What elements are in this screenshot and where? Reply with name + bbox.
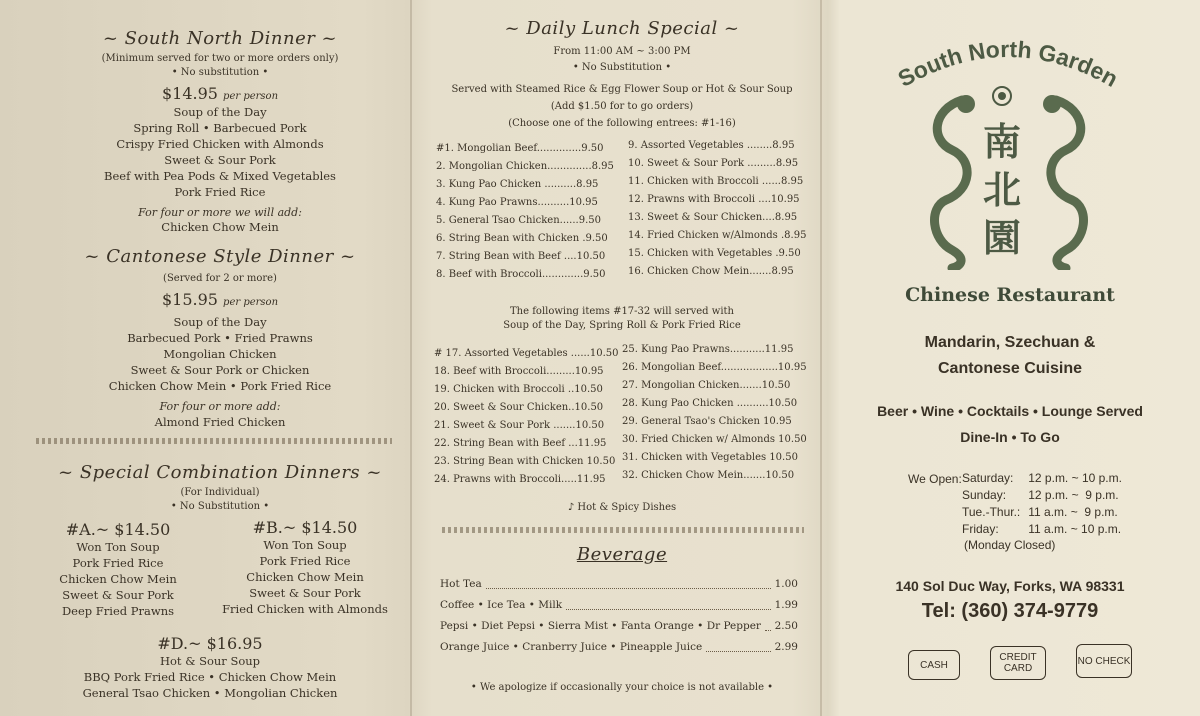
lunch-item: 30. Fried Chicken w/ Almonds 10.50 <box>622 434 807 445</box>
credit-card-badge: CREDIT CARD <box>990 646 1046 680</box>
combo-b-items <box>220 537 390 617</box>
menu-item: Won Ton Soup <box>76 540 160 554</box>
beverage-price: 1.99 <box>774 599 798 611</box>
menu-item: Barbecued Pork • Fried Prawns <box>127 331 313 345</box>
beverage-name: Pepsi • Diet Pepsi • Sierra Mist • Fanta Orange • Dr Pepper <box>440 620 761 632</box>
combo-a <box>38 520 198 619</box>
menu-item: Sweet & Sour Pork <box>164 153 276 167</box>
menu-item: Beef with Pea Pods & Mixed Vegetables <box>104 169 336 183</box>
combo-b-name: #B.~ $14.50 <box>252 518 358 537</box>
chinese-char: 南 <box>982 120 1021 164</box>
restaurant-subtitle: Chinese Restaurant <box>905 284 1115 306</box>
sn-price-line <box>0 84 440 103</box>
sc-note: (For Individual) <box>180 487 260 498</box>
menu-item: Pork Fried Rice <box>259 554 351 568</box>
combo-d <box>60 634 360 701</box>
lunch-served: Served with Steamed Rice & Egg Flower Soup or Hot & Sour Soup <box>451 84 793 95</box>
apology: • We apologize if occasionally your choice is not available • <box>470 682 774 693</box>
closed-note: (Monday Closed) <box>964 538 1056 552</box>
lunch-item: 12. Prawns with Broccoli ....10.95 <box>628 194 800 205</box>
sn-price: $14.95 <box>161 84 218 103</box>
beverage-price: 2.99 <box>774 641 798 653</box>
menu-item: BBQ Pork Fried Rice • Chicken Chow Mein <box>83 670 337 684</box>
cantonese-dinner-title: ~ Cantonese Style Dinner ~ <box>84 246 356 267</box>
lunch-item: 32. Chicken Chow Mein.......10.50 <box>622 470 795 481</box>
pepper-icon: ♪ <box>567 502 578 513</box>
lunch-list-1-right <box>628 137 818 281</box>
hours-row <box>958 504 1126 521</box>
address: 140 Sol Duc Way, Forks, WA 98331 <box>895 578 1125 594</box>
south-north-dinner-title: ~ South North Dinner ~ <box>102 28 338 49</box>
lunch-choose: (Choose one of the following entrees: #1-16) <box>508 118 736 129</box>
beverage-row <box>440 574 798 595</box>
lunch-item: 22. String Bean with Beef ...11.95 <box>434 438 607 449</box>
menu-item: Pork Fried Rice <box>174 185 266 199</box>
beverage-price: 2.50 <box>774 620 798 632</box>
sc-nosub: • No Substitution • <box>170 501 270 512</box>
lunch-item: 26. Mongolian Beef..................10.95 <box>622 362 807 373</box>
lunch-item: 18. Beef with Broccoli.........10.95 <box>434 366 604 377</box>
menu-item: Sweet & Sour Pork <box>249 586 361 600</box>
lunch-item: 13. Sweet & Sour Chicken....8.95 <box>628 212 798 223</box>
lunch-list-2-right <box>622 341 818 485</box>
chinese-char: 園 <box>982 216 1021 260</box>
menu-item: Pork Fried Rice <box>72 556 164 570</box>
following-1: The following items #17-32 will served with <box>510 306 734 317</box>
combo-b <box>220 518 390 617</box>
hours-day: Friday: <box>962 522 999 536</box>
combo-d-items <box>60 653 360 701</box>
lunch-item: 5. General Tsao Chicken......9.50 <box>436 215 601 226</box>
sn-per: per person <box>223 91 279 102</box>
hours-time: 12 p.m. ~ 9 p.m. <box>1028 488 1119 502</box>
menu-item: Chicken Chow Mein • Pork Fried Rice <box>108 379 332 393</box>
combo-a-items <box>38 539 198 619</box>
lunch-item: 6. String Bean with Chicken .9.50 <box>436 233 608 244</box>
beverage-name: Hot Tea <box>440 578 482 590</box>
menu-item: Soup of the Day <box>173 105 267 119</box>
hours-row <box>958 470 1126 487</box>
right-dragon-icon <box>1028 90 1096 270</box>
menu-item: Spring Roll • Barbecued Pork <box>133 121 307 135</box>
divider <box>442 527 804 533</box>
ct-price-line <box>0 290 440 309</box>
cuisine-line-1: Mandarin, Szechuan & <box>924 334 1096 351</box>
menu-item: Sweet & Sour Pork <box>62 588 174 602</box>
services-line-2: Dine-In • To Go <box>960 429 1060 445</box>
lunch-item: 27. Mongolian Chicken.......10.50 <box>622 380 791 391</box>
menu-item: Soup of the Day <box>173 315 267 329</box>
dinner-panel <box>0 0 410 716</box>
lunch-item: 19. Chicken with Broccoli ..10.50 <box>434 384 603 395</box>
lunch-item: 23. String Bean with Chicken 10.50 <box>434 456 616 467</box>
ct-per: per person <box>223 297 279 308</box>
services-line-1: Beer • Wine • Cocktails • Lounge Served <box>877 403 1143 419</box>
leader-dots <box>706 637 770 652</box>
lunch-item: 4. Kung Pao Prawns..........10.95 <box>436 197 598 208</box>
chinese-char: 北 <box>982 168 1021 212</box>
lunch-item: 28. Kung Pao Chicken ..........10.50 <box>622 398 798 409</box>
beverage-list <box>440 574 798 658</box>
lunch-panel <box>412 0 820 716</box>
lunch-item: 9. Assorted Vegetables ........8.95 <box>628 140 795 151</box>
lunch-item: 31. Chicken with Vegetables 10.50 <box>622 452 798 463</box>
hours-table <box>958 470 1126 538</box>
combo-a-name: #A.~ $14.50 <box>65 520 171 539</box>
leader-dots <box>486 574 771 589</box>
lunch-item: 25. Kung Pao Prawns...........11.95 <box>622 344 794 355</box>
lunch-item: 15. Chicken with Vegetables .9.50 <box>628 248 801 259</box>
hot-note-text: Hot & Spicy Dishes <box>577 502 677 513</box>
menu-item: Crispy Fried Chicken with Almonds <box>116 137 324 151</box>
beverage-title: Beverage <box>576 544 668 565</box>
menu-item: Won Ton Soup <box>263 538 347 552</box>
cuisine-line-2: Cantonese Cuisine <box>937 360 1083 377</box>
lunch-time: From 11:00 AM ~ 3:00 PM <box>553 46 691 57</box>
sn-note: (Minimum served for two or more orders only) <box>101 53 339 64</box>
lunch-item: 7. String Bean with Beef ....10.50 <box>436 251 606 262</box>
lunch-item: 29. General Tsao's Chicken 10.95 <box>622 416 792 427</box>
hours-day: Sunday: <box>962 488 1007 502</box>
combination-title: ~ Special Combination Dinners ~ <box>58 462 382 483</box>
ct-add: For four or more add: <box>159 400 281 413</box>
menu-item: Hot & Sour Soup <box>159 654 261 668</box>
ct-price: $15.95 <box>161 290 218 309</box>
we-open-label: We Open: <box>908 472 962 486</box>
ct-items <box>0 314 440 394</box>
menu-item: Sweet & Sour Pork or Chicken <box>130 363 310 377</box>
beverage-name: Orange Juice • Cranberry Juice • Pineapple Juice <box>440 641 703 653</box>
menu-item: Chicken Chow Mein <box>246 570 364 584</box>
menu-item: Deep Fried Prawns <box>61 604 175 618</box>
sn-add-item: Chicken Chow Mein <box>161 220 279 234</box>
beverage-row <box>440 637 798 658</box>
hours-time: 11 a.m. ~ 9 p.m. <box>1028 505 1118 519</box>
lunch-item: #1. Mongolian Beef..............9.50 <box>436 143 604 154</box>
telephone: Tel: (360) 374-9779 <box>921 600 1099 622</box>
lunch-item: # 17. Assorted Vegetables ......10.50 <box>434 348 619 359</box>
hours-day: Saturday: <box>962 471 1014 485</box>
ct-add-item: Almond Fried Chicken <box>154 415 286 429</box>
chinese-name <box>977 118 1027 262</box>
lunch-item: 2. Mongolian Chicken..............8.95 <box>436 161 614 172</box>
divider <box>36 438 392 444</box>
lunch-nosub: • No Substitution • <box>572 62 672 73</box>
beverage-price: 1.00 <box>774 578 798 590</box>
beverage-row <box>440 616 798 637</box>
hours-time: 11 a.m. ~ 10 p.m. <box>1028 522 1122 536</box>
menu-item: Fried Chicken with Almonds <box>222 602 388 616</box>
sn-nosub: • No substitution • <box>171 67 269 78</box>
hours-time: 12 p.m. ~ 10 p.m. <box>1028 471 1122 485</box>
menu-item: Chicken Chow Mein <box>59 572 177 586</box>
lunch-item: 11. Chicken with Broccoli ......8.95 <box>628 176 804 187</box>
lunch-item: 10. Sweet & Sour Pork .........8.95 <box>628 158 799 169</box>
menu-item: General Tsao Chicken • Mongolian Chicken <box>82 686 338 700</box>
lunch-item: 20. Sweet & Sour Chicken..10.50 <box>434 402 604 413</box>
no-check-badge: NO CHECK <box>1076 644 1132 678</box>
lunch-add: (Add $1.50 for to go orders) <box>550 101 694 112</box>
lunch-title: ~ Daily Lunch Special ~ <box>504 18 740 39</box>
lunch-item: 24. Prawns with Broccoli.....11.95 <box>434 474 606 485</box>
hours-row <box>958 487 1126 504</box>
hot-note <box>412 502 832 513</box>
ct-note: (Served for 2 or more) <box>163 273 277 284</box>
sn-add: For four or more we will add: <box>138 206 302 219</box>
menu-item: Mongolian Chicken <box>163 347 277 361</box>
brand-name: South North Garden <box>893 35 1123 92</box>
pearl-icon <box>990 84 1014 108</box>
info-panel <box>822 0 1200 716</box>
leader-dots <box>566 595 771 610</box>
leader-dots <box>765 616 771 631</box>
lunch-item: 14. Fried Chicken w/Almonds .8.95 <box>628 230 807 241</box>
following-2: Soup of the Day, Spring Roll & Pork Fried Rice <box>503 320 741 331</box>
hours-row <box>958 521 1126 538</box>
lunch-item: 3. Kung Pao Chicken ..........8.95 <box>436 179 599 190</box>
lunch-list-2-left <box>434 345 634 489</box>
beverage-row <box>440 595 798 616</box>
cash-badge: CASH <box>908 650 960 680</box>
combo-d-name: #D.~ $16.95 <box>157 634 263 653</box>
lunch-item: 16. Chicken Chow Mein.......8.95 <box>628 266 794 277</box>
beverage-name: Coffee • Ice Tea • Milk <box>440 599 563 611</box>
lunch-item: 21. Sweet & Sour Pork .......10.50 <box>434 420 605 431</box>
hours-day: Tue.-Thur.: <box>962 505 1021 519</box>
lunch-list-1-left <box>436 140 626 284</box>
lunch-item: 8. Beef with Broccoli.............9.50 <box>436 269 606 280</box>
sn-items <box>0 104 440 200</box>
